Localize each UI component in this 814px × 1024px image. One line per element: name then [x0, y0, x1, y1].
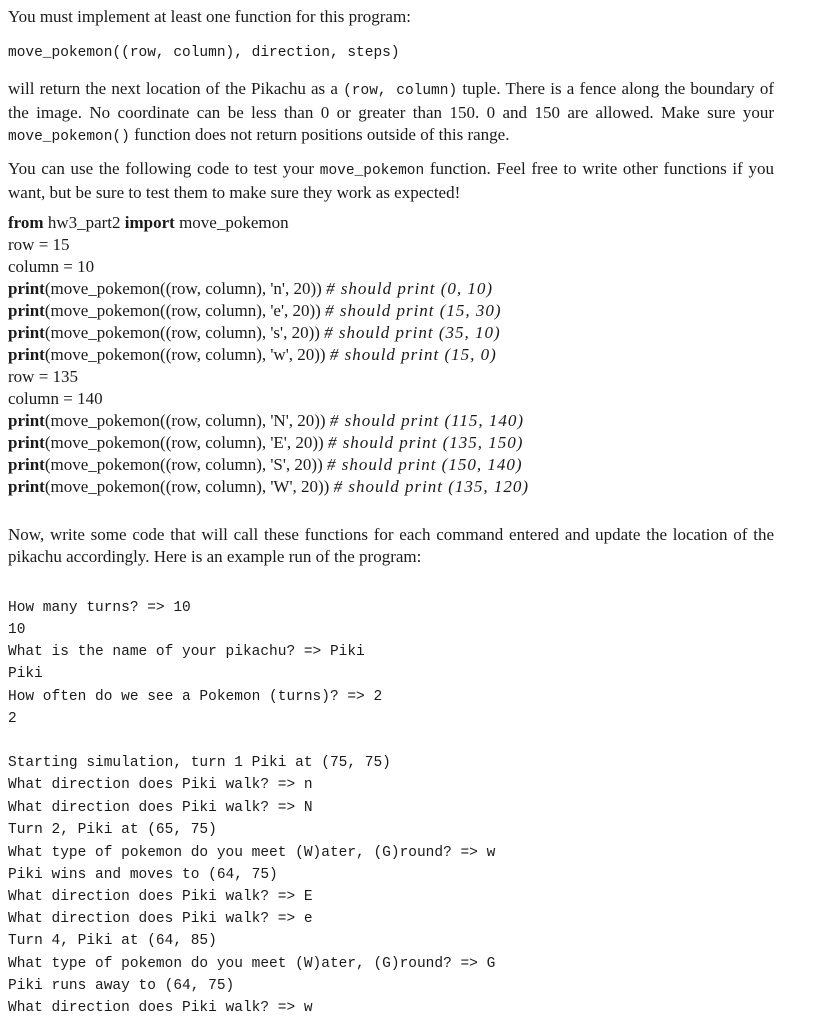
paragraph-testing [8, 158, 774, 204]
call-args: (move_pokemon((row, column), 'e', 20)) [44, 301, 326, 320]
code-comment: # should print (150, 140) [327, 455, 523, 474]
call-args: (move_pokemon((row, column), 'N', 20)) [44, 411, 330, 430]
code-comment: # should print (0, 10) [326, 279, 494, 298]
keyword-print: print [8, 279, 45, 298]
code-call-line [8, 454, 523, 476]
run-line: Starting simulation, turn 1 Piki at (75, 75) [8, 755, 391, 771]
run-line: Turn 2, Piki at (65, 75) [8, 822, 217, 838]
para2-text-b: function. Feel free to write other functions if you want, but be sure to test them to make sure they work as expected! [8, 159, 774, 202]
para1-code-tuple: (row, column) [343, 83, 458, 99]
para2-code-function: move_pokemon [319, 163, 425, 179]
code-column-assign-1: column = 10 [8, 257, 95, 276]
para1-text-c: function does not return positions outside of this range. [129, 125, 510, 144]
code-import-line [8, 212, 289, 234]
para2-text-a: You can use the following code to test your [8, 159, 320, 178]
run-line: What direction does Piki walk? => E [8, 889, 313, 905]
code-call-line [8, 344, 497, 366]
call-args: (move_pokemon((row, column), 'w', 20)) [44, 345, 330, 364]
run-line: What type of pokemon do you meet (W)ater, (G)round? => w [8, 845, 496, 861]
code-comment: # should print (135, 150) [327, 433, 524, 452]
module-name: hw3_part2 [43, 213, 125, 232]
code-call-line [8, 410, 524, 432]
run-line: What is the name of your pikachu? => Piki [8, 644, 365, 660]
para1-code-function: move_pokemon() [8, 129, 130, 145]
run-line: Piki [8, 666, 43, 682]
intro-text: You must implement at least one function for this program: [8, 7, 411, 26]
code-row-assign-1: row = 15 [8, 235, 70, 254]
code-comment: # should print (15, 0) [329, 345, 497, 364]
run-line: What type of pokemon do you meet (W)ater, (G)round? => G [8, 956, 496, 972]
run-line: What direction does Piki walk? => n [8, 777, 313, 793]
para1-text-a: will return the next location of the Pikachu as a [8, 79, 344, 98]
call-args: (move_pokemon((row, column), 'n', 20)) [44, 279, 327, 298]
run-line: Turn 4, Piki at (64, 85) [8, 933, 217, 949]
run-line: How many turns? => 10 [8, 600, 191, 616]
code-comment: # should print (15, 30) [325, 301, 502, 320]
run-line: Piki wins and moves to (64, 75) [8, 867, 278, 883]
code-call-line [8, 278, 493, 300]
run-line: 10 [8, 622, 26, 638]
call-args: (move_pokemon((row, column), 's', 20)) [44, 323, 325, 342]
code-call-line [8, 476, 529, 498]
keyword-print: print [8, 301, 45, 320]
para1-text-b: tuple. There is a fence along the boundary of the image. No coordinate can be less than 0 or greater than 150. 0 and 150 are allowed. Make sure your [8, 79, 774, 122]
keyword-print: print [8, 455, 45, 474]
call-args: (move_pokemon((row, column), 'W', 20)) [44, 477, 334, 496]
run-line: What direction does Piki walk? => e [8, 911, 313, 927]
keyword-print: print [8, 477, 45, 496]
keyword-print: print [8, 323, 45, 342]
keyword-print: print [8, 345, 45, 364]
keyword-print: print [8, 411, 45, 430]
code-call-line [8, 300, 502, 322]
code-call-line [8, 432, 523, 454]
code-comment: # should print (115, 140) [329, 411, 525, 430]
call-args: (move_pokemon((row, column), 'E', 20)) [44, 433, 328, 452]
paragraph-example-intro: Now, write some code that will call these functions for each command entered and update the location of the pikachu accordingly. Here is an example run of the program: [8, 525, 774, 566]
code-comment: # should print (135, 120) [333, 477, 530, 496]
run-line: Piki runs away to (64, 75) [8, 978, 235, 994]
keyword-from: from [8, 213, 44, 232]
run-line: 2 [8, 711, 17, 727]
paragraph-description [8, 78, 774, 148]
imported-function: move_pokemon [174, 213, 289, 232]
keyword-print: print [8, 433, 45, 452]
code-call-line [8, 322, 501, 344]
run-line: What direction does Piki walk? => N [8, 800, 313, 816]
code-comment: # should print (35, 10) [324, 323, 501, 342]
run-line: How often do we see a Pokemon (turns)? => 2 [8, 689, 383, 705]
keyword-import: import [124, 213, 175, 232]
run-line: What direction does Piki walk? => w [8, 1000, 313, 1016]
call-args: (move_pokemon((row, column), 'S', 20)) [44, 455, 328, 474]
code-column-assign-2: column = 140 [8, 389, 103, 408]
code-row-assign-2: row = 135 [8, 367, 79, 386]
function-signature: move_pokemon((row, column), direction, steps) [8, 45, 400, 61]
